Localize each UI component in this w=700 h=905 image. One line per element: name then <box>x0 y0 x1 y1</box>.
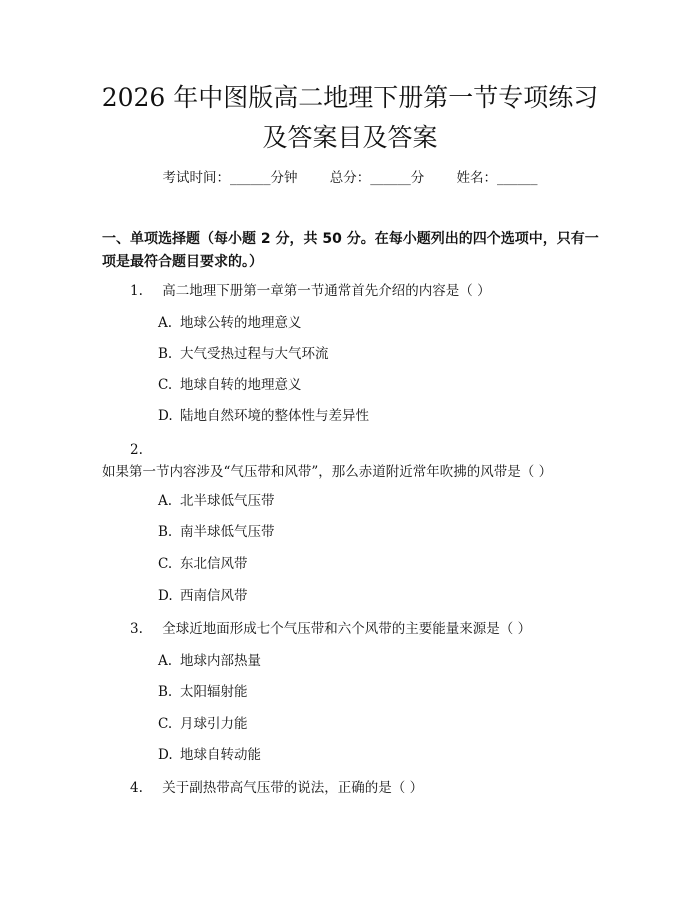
option-2c <box>158 554 598 574</box>
question-number: 4. <box>130 780 143 796</box>
option-letter: D. <box>158 747 173 763</box>
option-1a <box>158 313 598 333</box>
option-letter: A. <box>158 315 173 331</box>
option-2a <box>158 491 598 511</box>
option-text: 地球自转动能 <box>180 747 261 763</box>
option-2b <box>158 522 598 542</box>
question-4 <box>102 777 602 799</box>
option-letter: C. <box>158 377 173 393</box>
question-number: 3. <box>130 621 143 637</box>
option-text: 地球内部热量 <box>180 653 261 669</box>
option-letter: A. <box>158 493 173 509</box>
page-title <box>60 78 640 158</box>
question-text: 如果第一节内容涉及“气压带和风带”，那么赤道附近常年吹拂的风带是（ ） <box>102 464 553 480</box>
question-1 <box>102 280 602 302</box>
option-3c <box>158 714 598 734</box>
option-letter: A. <box>158 653 173 669</box>
option-text: 陆地自然环境的整体性与差异性 <box>180 408 369 424</box>
option-text: 北半球低气压带 <box>180 493 275 509</box>
option-text: 大气受热过程与大气环流 <box>180 346 329 362</box>
option-letter: B. <box>158 524 173 540</box>
option-3a <box>158 651 598 671</box>
question-text: 关于副热带高气压带的说法，正确的是（ ） <box>162 780 424 796</box>
question-number: 1. <box>130 283 143 299</box>
title-line-2: 及答案目及答案 <box>262 123 438 152</box>
option-letter: B. <box>158 684 173 700</box>
option-3b <box>158 682 598 702</box>
option-text: 地球公转的地理意义 <box>180 315 302 331</box>
option-letter: D. <box>158 408 173 424</box>
option-letter: B. <box>158 346 173 362</box>
option-letter: D. <box>158 588 173 604</box>
question-number: 2. <box>130 442 143 458</box>
section-heading: 一、单项选择题（每小题 2 分，共 50 分。在每小题列出的四个选项中，只有一项是最符合题目要求的。） <box>102 231 599 270</box>
exam-score: 总分：______分 <box>329 170 425 186</box>
question-text: 高二地理下册第一章第一节通常首先介绍的内容是（ ） <box>162 283 491 299</box>
option-3d <box>158 745 598 765</box>
question-text: 全球近地面形成七个气压带和六个风带的主要能量来源是（ ） <box>162 621 532 637</box>
option-1b <box>158 344 598 364</box>
option-letter: C. <box>158 556 173 572</box>
option-text: 南半球低气压带 <box>180 524 275 540</box>
option-letter: C. <box>158 716 173 732</box>
option-text: 地球自转的地理意义 <box>180 377 302 393</box>
option-text: 西南信风带 <box>180 588 248 604</box>
option-text: 太阳辐射能 <box>180 684 248 700</box>
title-line-1: 2026 年中图版高二地理下册第一节专项练习 <box>101 83 599 112</box>
option-1c <box>158 375 598 395</box>
option-2d <box>158 586 598 606</box>
exam-name: 姓名：______ <box>456 170 538 186</box>
exam-time: 考试时间：______分钟 <box>162 170 298 186</box>
question-2 <box>102 439 602 483</box>
option-text: 东北信风带 <box>180 556 248 572</box>
option-1d <box>158 406 598 426</box>
exam-meta <box>0 168 700 188</box>
option-text: 月球引力能 <box>180 716 248 732</box>
question-3 <box>102 618 602 640</box>
